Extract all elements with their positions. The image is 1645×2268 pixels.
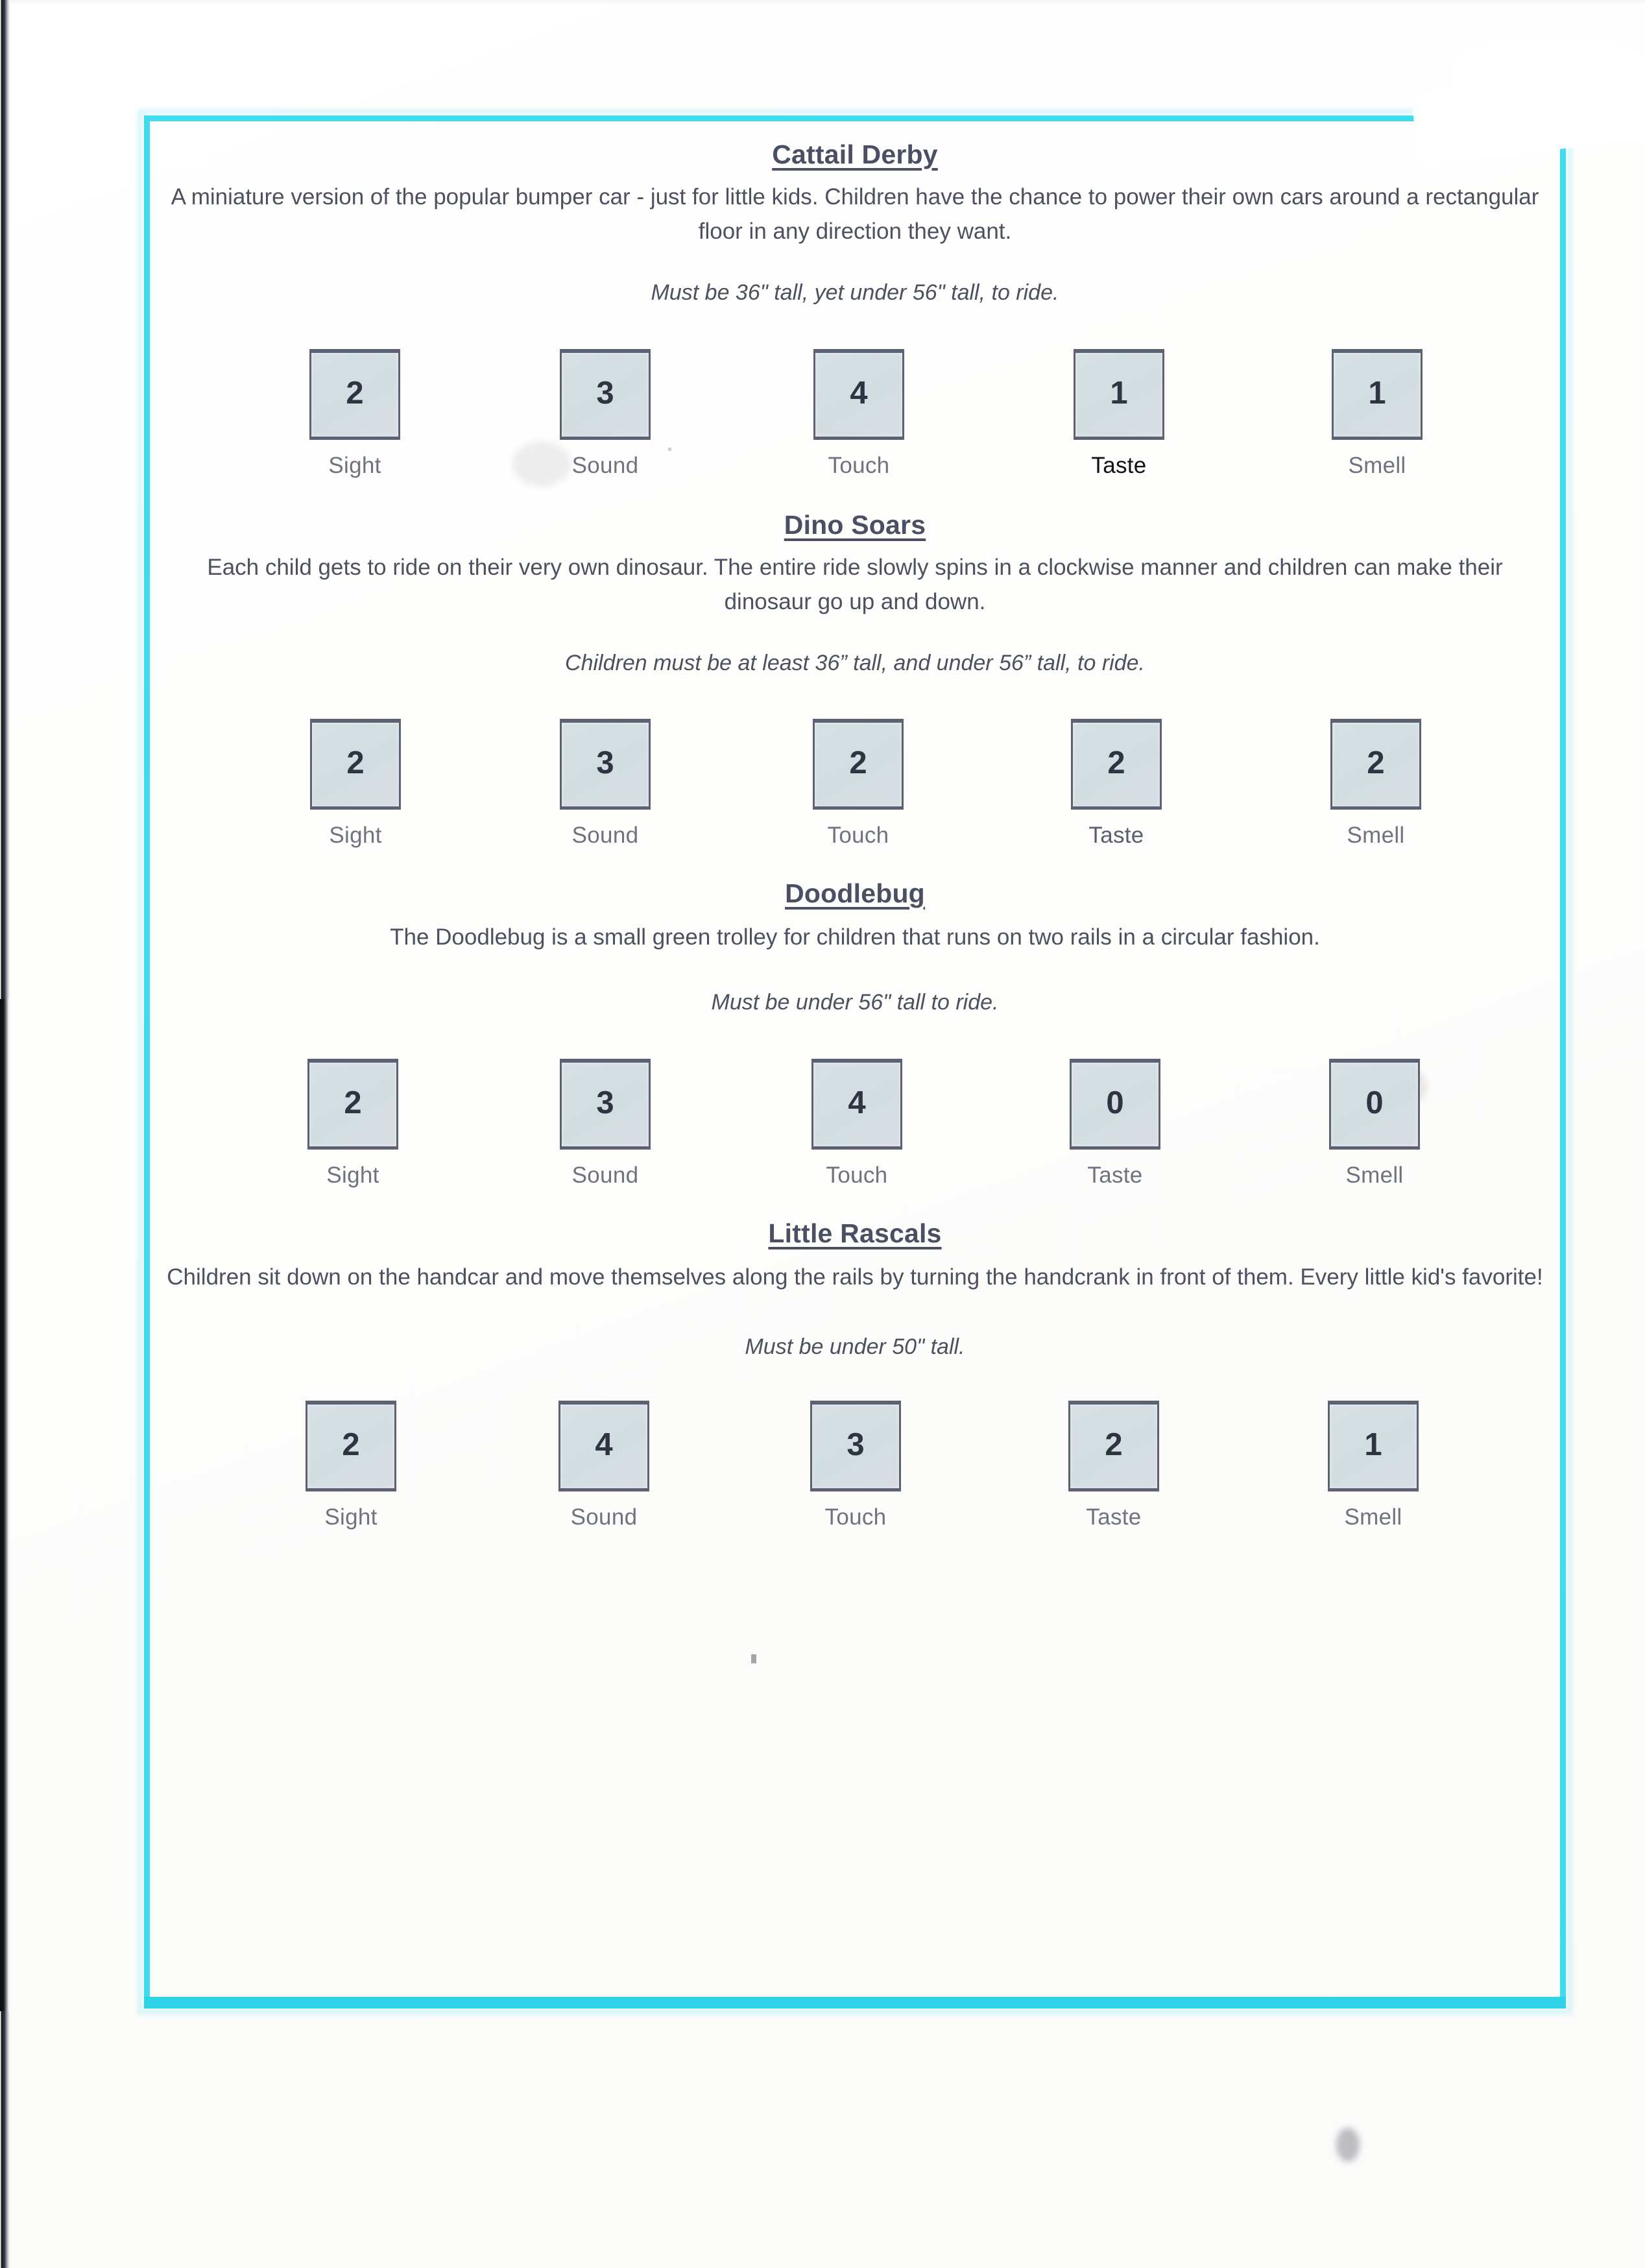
sense-value-smell: 0 — [1365, 1085, 1384, 1121]
sense-value-sound: 4 — [595, 1427, 613, 1463]
ride-requirement-little-rascals: Must be under 50" tall. — [745, 1334, 965, 1359]
sense-label-taste: Taste — [1086, 1504, 1142, 1530]
ride-requirement-doodlebug: Must be under 56" tall to ride. — [711, 990, 999, 1015]
sense-box-smell — [1332, 349, 1423, 440]
sense-touch-little-rascals — [810, 1401, 901, 1530]
sense-box-touch — [813, 719, 904, 810]
sense-sound-cattail-derby — [560, 349, 651, 479]
scan-edge-left-lower — [0, 999, 9, 2011]
ride-title-little-rascals: Little Rascals — [768, 1218, 942, 1249]
sense-sight-little-rascals — [306, 1401, 396, 1530]
ride-title-doodlebug: Doodlebug — [785, 878, 925, 908]
sense-box-sound — [560, 1059, 651, 1150]
ride-section-little-rascals — [150, 1218, 1560, 1563]
sense-box-taste — [1068, 1401, 1159, 1491]
sense-label-sight: Sight — [326, 1163, 379, 1188]
ride-description-dino-soars: Each child gets to ride on their very own dinosaur. The entire ride slowly spins in a clockwise manner and children can make their dinosaur go up and down. — [207, 555, 1503, 614]
sense-label-touch: Touch — [826, 1163, 888, 1188]
sense-touch-dino-soars — [813, 719, 904, 849]
sense-value-taste: 0 — [1106, 1085, 1124, 1121]
sense-label-smell: Smell — [1345, 1163, 1404, 1188]
sense-rating-row-dino-soars — [150, 719, 1560, 881]
sense-taste-little-rascals — [1068, 1401, 1159, 1530]
sense-value-sight: 2 — [344, 1085, 362, 1121]
sense-value-touch: 4 — [850, 376, 868, 411]
sense-taste-cattail-derby — [1074, 349, 1164, 479]
sense-smell-cattail-derby — [1332, 349, 1423, 479]
sense-label-touch: Touch — [827, 822, 889, 848]
sense-label-smell: Smell — [1348, 453, 1406, 479]
sense-label-taste: Taste — [1091, 453, 1147, 479]
sense-box-smell — [1329, 1059, 1420, 1150]
sense-sound-little-rascals — [558, 1401, 649, 1530]
sense-value-sight: 2 — [342, 1427, 360, 1463]
sense-box-taste — [1070, 1059, 1160, 1150]
sense-value-taste: 2 — [1107, 745, 1125, 780]
sense-value-taste: 1 — [1110, 376, 1128, 411]
sense-value-sight: 2 — [346, 745, 365, 780]
scan-edge-top — [0, 0, 1645, 6]
sense-value-sound: 3 — [596, 745, 614, 780]
sense-taste-dino-soars — [1071, 719, 1162, 849]
sense-value-touch: 4 — [848, 1085, 866, 1121]
sense-rating-row-cattail-derby — [150, 349, 1560, 511]
sense-box-smell — [1328, 1401, 1419, 1491]
sense-sight-dino-soars — [310, 719, 401, 849]
sense-box-taste — [1071, 719, 1162, 810]
sense-sound-dino-soars — [560, 719, 651, 849]
sense-touch-doodlebug — [811, 1059, 902, 1188]
sense-box-touch — [810, 1401, 901, 1491]
sense-label-taste: Taste — [1087, 1163, 1143, 1188]
sense-rating-row-little-rascals — [150, 1401, 1560, 1563]
sense-label-smell: Smell — [1347, 822, 1405, 848]
ride-requirement-dino-soars: Children must be at least 36” tall, and under 56” tall, to ride. — [565, 651, 1145, 676]
sense-rating-row-doodlebug — [150, 1059, 1560, 1221]
sense-box-smell — [1330, 719, 1421, 810]
ride-title-cattail-derby: Cattail Derby — [772, 139, 938, 169]
sense-smell-doodlebug — [1329, 1059, 1420, 1188]
sense-value-sound: 3 — [596, 1085, 614, 1121]
sense-label-touch: Touch — [824, 1504, 887, 1530]
sense-label-sight: Sight — [329, 822, 382, 848]
cyan-frame-bottom-bar — [144, 1997, 1566, 2009]
ride-description-little-rascals: Children sit down on the handcar and move themselves along the rails by turning the handcrank in front of them. Every little kid's favorite! — [167, 1264, 1543, 1290]
sense-touch-cattail-derby — [813, 349, 904, 479]
sense-box-taste — [1074, 349, 1164, 440]
sense-smell-dino-soars — [1330, 719, 1421, 849]
sense-label-smell: Smell — [1344, 1504, 1402, 1530]
sense-label-sound: Sound — [571, 1163, 639, 1188]
ride-section-cattail-derby — [150, 139, 1560, 511]
sense-sight-doodlebug — [307, 1059, 398, 1188]
sense-box-touch — [811, 1059, 902, 1150]
sense-value-taste: 2 — [1105, 1427, 1123, 1463]
sense-label-touch: Touch — [828, 453, 890, 479]
sense-box-sound — [560, 719, 651, 810]
sense-label-sound: Sound — [571, 453, 639, 479]
sense-label-sight: Sight — [328, 453, 381, 479]
sense-sound-doodlebug — [560, 1059, 651, 1188]
sense-value-smell: 1 — [1364, 1427, 1382, 1463]
sense-value-sound: 3 — [596, 376, 614, 411]
sense-box-sight — [309, 349, 400, 440]
sense-taste-doodlebug — [1070, 1059, 1160, 1188]
sense-value-smell: 1 — [1368, 376, 1386, 411]
sense-box-touch — [813, 349, 904, 440]
sense-box-sound — [560, 349, 651, 440]
sense-box-sound — [558, 1401, 649, 1491]
sense-smell-little-rascals — [1328, 1401, 1419, 1530]
sense-box-sight — [310, 719, 401, 810]
sense-sight-cattail-derby — [309, 349, 400, 479]
sense-label-sight: Sight — [324, 1504, 378, 1530]
sense-value-smell: 2 — [1367, 745, 1385, 780]
document-content — [150, 121, 1560, 1563]
ride-requirement-cattail-derby: Must be 36" tall, yet under 56" tall, to ride. — [651, 280, 1059, 305]
sense-value-touch: 2 — [849, 745, 867, 780]
ride-section-dino-soars — [150, 510, 1560, 880]
ride-description-cattail-derby: A miniature version of the popular bumper car - just for little kids. Children have the chance to power their own cars around a rectangular floor in any direction they want. — [171, 184, 1539, 244]
sense-box-sight — [306, 1401, 396, 1491]
sense-label-taste: Taste — [1088, 822, 1144, 848]
sense-value-touch: 3 — [847, 1427, 865, 1463]
sense-label-sound: Sound — [570, 1504, 638, 1530]
sense-box-sight — [307, 1059, 398, 1150]
ride-section-doodlebug — [150, 878, 1560, 1222]
ride-title-dino-soars: Dino Soars — [784, 510, 926, 540]
ride-description-doodlebug: The Doodlebug is a small green trolley for children that runs on two rails in a circular fashion. — [390, 924, 1320, 950]
sense-label-sound: Sound — [571, 822, 639, 848]
sense-value-sight: 2 — [346, 376, 364, 411]
